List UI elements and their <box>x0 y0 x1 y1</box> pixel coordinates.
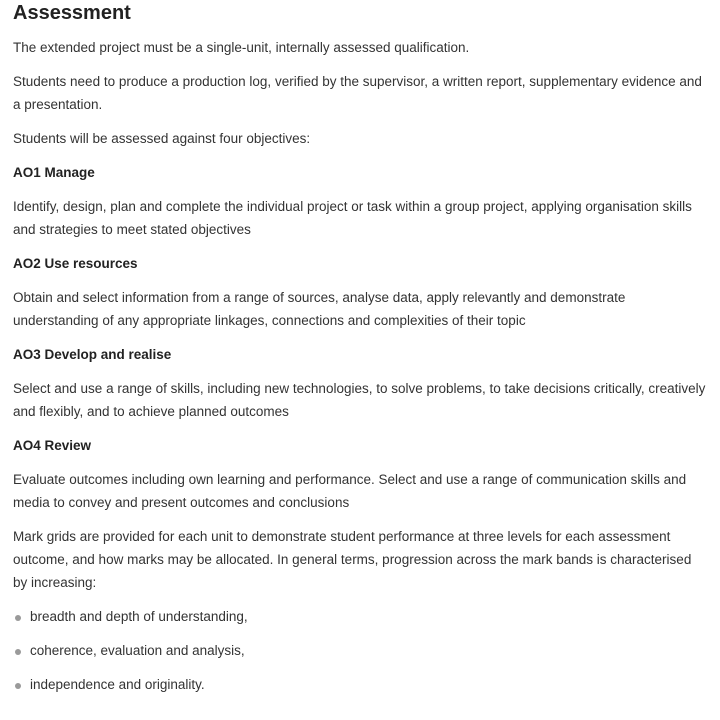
bullet-icon <box>15 615 21 621</box>
list-item-text: coherence, evaluation and analysis, <box>30 643 245 658</box>
list-item-text: independence and originality. <box>30 677 205 692</box>
intro-paragraph-objectives: Students will be assessed against four objectives: <box>13 131 311 146</box>
objective-title-ao2: AO2 Use resources <box>13 256 138 271</box>
objective-title-ao1: AO1 Manage <box>13 165 95 180</box>
intro-paragraph-qualification: The extended project must be a single-unit, internally assessed qualification. <box>13 40 470 55</box>
list-item <box>13 639 708 662</box>
objective-description-ao3: Select and use a range of skills, including new technologies, to solve problems, to take decisions critically, creatively and flexibly, and to achieve planned outcomes <box>13 381 706 419</box>
bullet-icon <box>15 649 21 655</box>
list-item <box>13 673 708 696</box>
page-title: Assessment <box>13 2 131 24</box>
bullet-icon <box>15 683 21 689</box>
list-item <box>13 605 708 628</box>
mark-grids-paragraph: Mark grids are provided for each unit to demonstrate student performance at three levels for each assessment outcome, and how marks may be allocated. In general terms, progression across the mark bands is characterised by increasing: <box>13 529 692 590</box>
objective-title-ao4: AO4 Review <box>13 438 92 453</box>
objective-description-ao2: Obtain and select information from a range of sources, analyse data, apply relevantly and demonstrate understanding of any appropriate linkages, connections and complexities of their topic <box>13 290 626 328</box>
list-item-text: breadth and depth of understanding, <box>30 609 248 624</box>
objective-description-ao4: Evaluate outcomes including own learning and performance. Select and use a range of communication skills and media to convey and present outcomes and conclusions <box>13 472 687 510</box>
objective-description-ao1: Identify, design, plan and complete the individual project or task within a group project, applying organisation skills and strategies to meet stated objectives <box>13 199 692 237</box>
intro-paragraph-requirements: Students need to produce a production log, verified by the supervisor, a written report, supplementary evidence and a presentation. <box>13 74 702 112</box>
progression-list <box>13 605 708 696</box>
objective-title-ao3: AO3 Develop and realise <box>13 347 172 362</box>
